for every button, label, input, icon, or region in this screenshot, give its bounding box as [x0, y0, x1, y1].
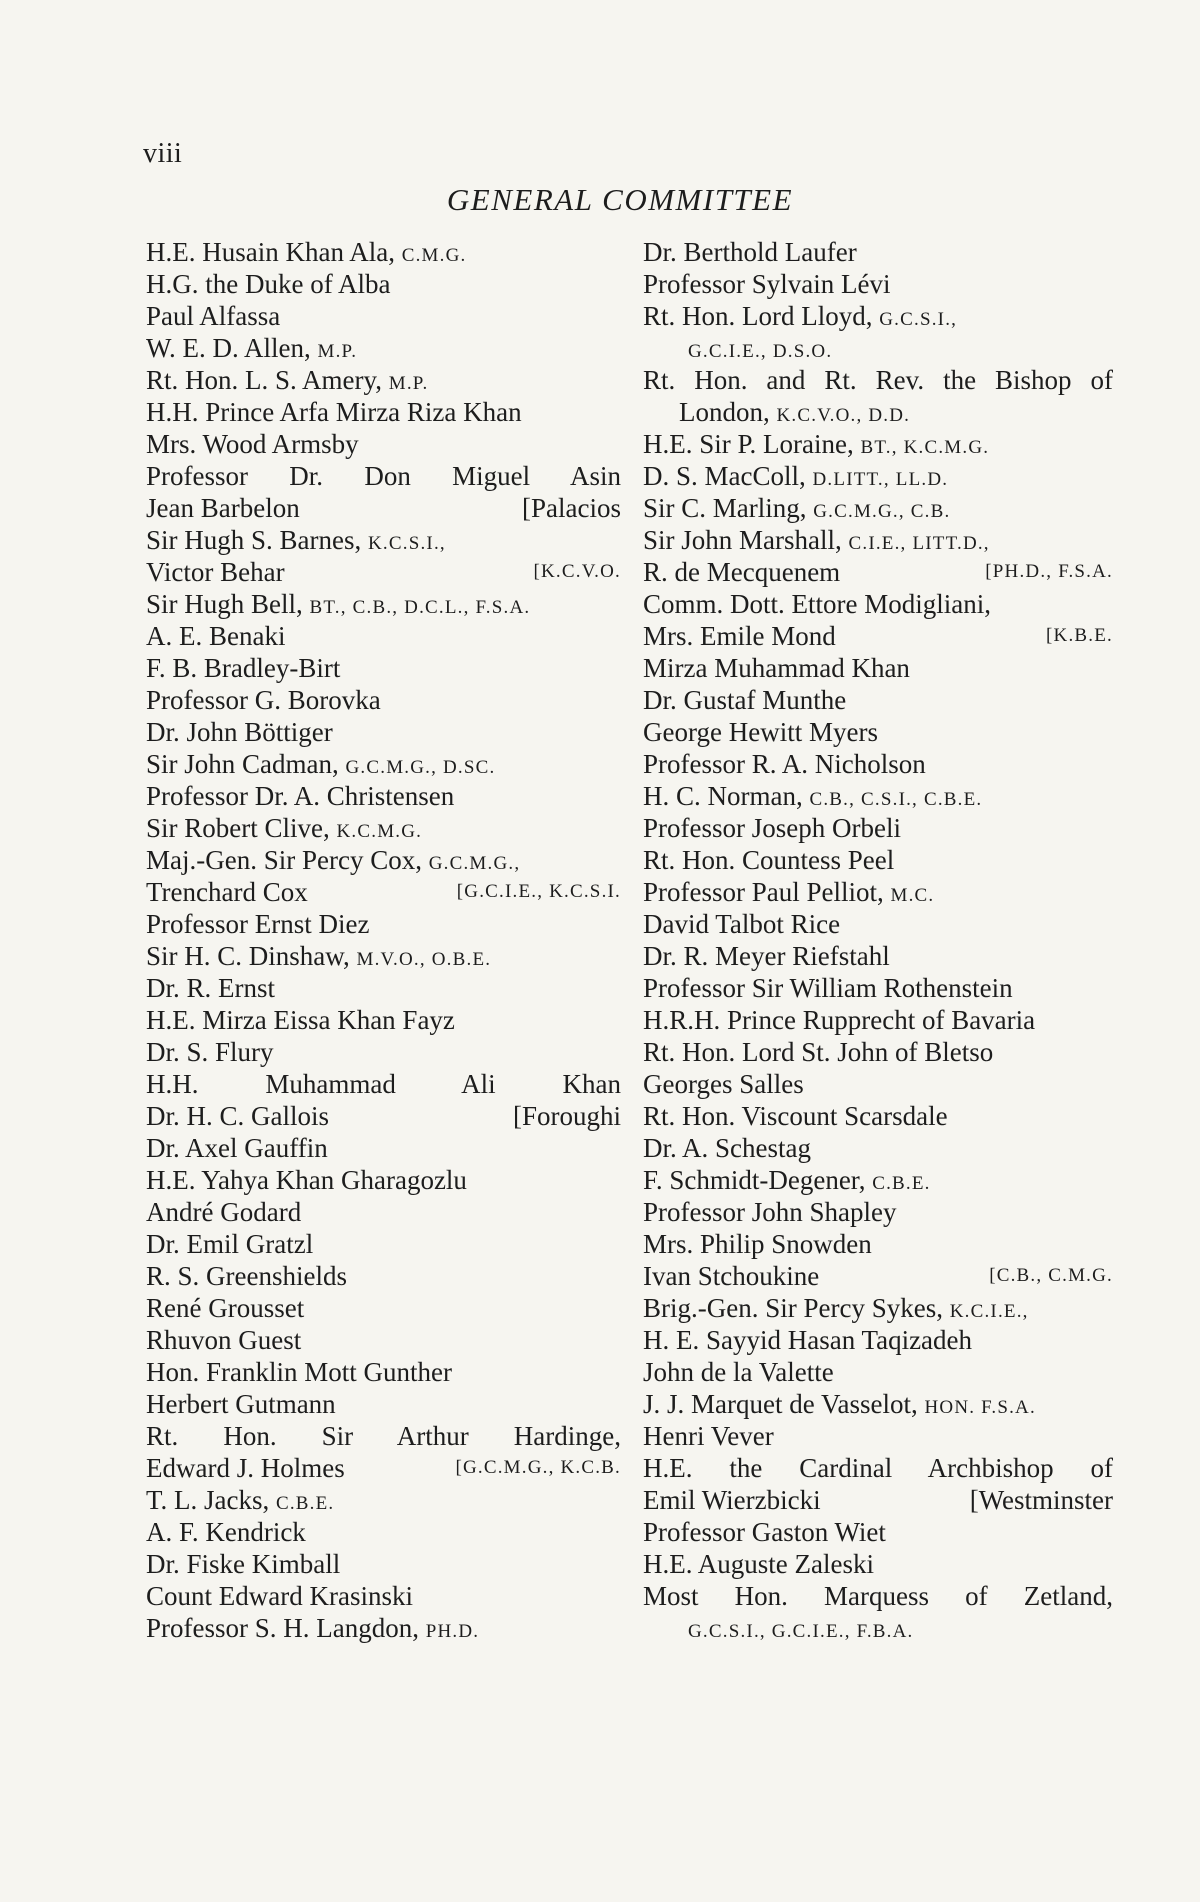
committee-member: [146, 1356, 621, 1388]
member-name: H.H. Prince Arfa Mirza Riza Khan: [146, 397, 522, 427]
member-name: Mirza Muhammad Khan: [643, 653, 910, 683]
member-name: A. E. Benaki: [146, 621, 286, 651]
committee-member: [643, 300, 1113, 332]
member-honours: M.P.: [388, 373, 429, 394]
member-name: Victor Behar: [146, 557, 285, 587]
committee-member: [146, 1548, 621, 1580]
member-name: Professor Ernst Diez: [146, 909, 370, 939]
committee-member: [643, 1516, 1113, 1548]
member-name: Dr. A. Schestag: [643, 1133, 811, 1163]
member-name: T. L. Jacks,: [146, 1485, 276, 1515]
member-name: Sir Hugh Bell,: [146, 589, 310, 619]
member-name: London,: [679, 397, 777, 427]
committee-member: [643, 1036, 1113, 1068]
committee-member: [643, 780, 1113, 812]
committee-member: [146, 1164, 621, 1196]
committee-member: [146, 1292, 621, 1324]
member-name: H.E. the Cardinal Archbishop of: [643, 1453, 1113, 1483]
member-name: Sir John Marshall,: [643, 525, 849, 555]
committee-member: [643, 1004, 1113, 1036]
committee-member: [643, 748, 1113, 780]
member-name: Rt. Hon. Sir Arthur Hardinge,: [146, 1421, 621, 1451]
member-honours: C.B., C.S.I., C.B.E.: [809, 789, 983, 810]
committee-list-right: [643, 236, 1113, 1644]
committee-member: [643, 716, 1113, 748]
member-name: Georges Salles: [643, 1069, 804, 1099]
member-name: Professor Dr. A. Christensen: [146, 781, 455, 811]
member-name: H.H. Muhammad Ali Khan: [146, 1069, 621, 1099]
member-honours: M.V.O., O.B.E.: [356, 949, 492, 970]
member-name: André Godard: [146, 1197, 302, 1227]
committee-member: [146, 588, 621, 620]
committee-member: [146, 1420, 621, 1452]
member-overflow: [PH.D., F.S.A.: [985, 561, 1113, 582]
committee-member: [146, 1484, 621, 1516]
member-name: Professor Joseph Orbeli: [643, 813, 901, 843]
committee-member: [643, 684, 1113, 716]
member-name: Edward J. Holmes: [146, 1453, 345, 1483]
member-name: Mrs. Emile Mond: [643, 621, 836, 651]
committee-member: [146, 812, 621, 844]
member-honours: G.C.S.I.,: [879, 309, 958, 330]
committee-member: [146, 1260, 621, 1292]
committee-member: [146, 1004, 621, 1036]
committee-member: [643, 1196, 1113, 1228]
committee-member: [146, 268, 621, 300]
member-overflow: [G.C.M.G., K.C.B.: [455, 1457, 621, 1478]
member-name: Professor S. H. Langdon,: [146, 1613, 426, 1643]
member-name: R. S. Greenshields: [146, 1261, 347, 1291]
member-name: H. C. Norman,: [643, 781, 810, 811]
member-name: Rt. Hon. Lord St. John of Bletso: [643, 1037, 994, 1067]
member-honours: K.C.V.O., D.D.: [776, 405, 911, 426]
committee-member: [146, 300, 621, 332]
member-name: H.E. Husain Khan Ala,: [146, 237, 402, 267]
member-name: Most Hon. Marquess of Zetland,: [643, 1581, 1113, 1611]
member-name: René Grousset: [146, 1293, 305, 1323]
committee-member: [146, 1324, 621, 1356]
committee-member: [643, 364, 1113, 396]
member-name: Dr. R. Meyer Riefstahl: [643, 941, 890, 971]
member-name: A. F. Kendrick: [146, 1517, 306, 1547]
member-name: Professor Sylvain Lévi: [643, 269, 891, 299]
member-name: Rt. Hon. and Rt. Rev. the Bishop of: [643, 365, 1113, 395]
member-name: Brig.-Gen. Sir Percy Sykes,: [643, 1293, 950, 1323]
member-name: Herbert Gutmann: [146, 1389, 336, 1419]
committee-member: [146, 1516, 621, 1548]
committee-member: [146, 1612, 621, 1644]
committee-member: [146, 460, 621, 492]
committee-member: [643, 460, 1113, 492]
committee-member: [643, 1452, 1113, 1484]
committee-member: [146, 652, 621, 684]
committee-member: [146, 1580, 621, 1612]
member-name: Rt. Hon. Countess Peel: [643, 845, 895, 875]
member-name: H.E. Sir P. Loraine,: [643, 429, 861, 459]
committee-member: [146, 364, 621, 396]
committee-member: [146, 556, 621, 588]
member-name: Jean Barbelon: [146, 493, 300, 523]
committee-member: [146, 620, 621, 652]
member-honours: G.C.M.G., D.SC.: [345, 757, 496, 778]
member-name: R. de Mecquenem: [643, 557, 841, 587]
committee-member: [146, 716, 621, 748]
member-honours: HON. F.S.A.: [924, 1397, 1036, 1418]
member-name: Sir Hugh S. Barnes,: [146, 525, 368, 555]
committee-member: [643, 1420, 1113, 1452]
committee-member: [643, 1068, 1113, 1100]
member-name: David Talbot Rice: [643, 909, 841, 939]
committee-member: [643, 1324, 1113, 1356]
member-name: Sir H. C. Dinshaw,: [146, 941, 357, 971]
committee-member: [643, 876, 1113, 908]
committee-member: [146, 1100, 621, 1132]
committee-member: [643, 1612, 1113, 1644]
member-name: F. Schmidt-Degener,: [643, 1165, 873, 1195]
committee-member: [643, 268, 1113, 300]
member-name: Sir Robert Clive,: [146, 813, 337, 843]
member-name: D. S. MacColl,: [643, 461, 813, 491]
member-honours: PH.D.: [425, 1621, 480, 1642]
member-name: Mrs. Wood Armsby: [146, 429, 359, 459]
member-name: Trenchard Cox: [146, 877, 308, 907]
committee-member: [146, 876, 621, 908]
committee-member: [643, 1548, 1113, 1580]
committee-member: [643, 1260, 1113, 1292]
member-name: Count Edward Krasinski: [146, 1581, 413, 1611]
member-name: Professor Dr. Don Miguel Asin: [146, 461, 621, 491]
committee-member: [146, 844, 621, 876]
member-honours: M.C.: [890, 885, 935, 906]
committee-member: [146, 1196, 621, 1228]
committee-member: [643, 1292, 1113, 1324]
committee-member: [146, 1132, 621, 1164]
member-name: Dr. S. Flury: [146, 1037, 274, 1067]
member-name: H.G. the Duke of Alba: [146, 269, 391, 299]
committee-member: [643, 1388, 1113, 1420]
member-name: H. E. Sayyid Hasan Taqizadeh: [643, 1325, 973, 1355]
committee-member: [146, 1228, 621, 1260]
member-name: Dr. Fiske Kimball: [146, 1549, 341, 1579]
committee-member: [643, 396, 1113, 428]
committee-member: [643, 588, 1113, 620]
member-honours: BT., K.C.M.G.: [860, 437, 990, 458]
member-name: Mrs. Philip Snowden: [643, 1229, 872, 1259]
committee-member: [146, 940, 621, 972]
member-name: Ivan Stchoukine: [643, 1261, 820, 1291]
committee-member: [643, 1228, 1113, 1260]
committee-member: [643, 1100, 1113, 1132]
member-honours: C.M.G.: [401, 245, 467, 266]
member-honours: C.I.E., LITT.D.,: [848, 533, 990, 554]
member-honours: C.B.E.: [275, 1493, 335, 1514]
page-number: viii: [143, 138, 183, 169]
member-name: Henri Vever: [643, 1421, 774, 1451]
committee-member: [146, 428, 621, 460]
committee-member: [643, 1580, 1113, 1612]
member-name: Rt. Hon. L. S. Amery,: [146, 365, 389, 395]
member-name: Professor Sir William Rothenstein: [643, 973, 1013, 1003]
committee-member: [643, 940, 1113, 972]
committee-member: [146, 236, 621, 268]
member-overflow: [G.C.I.E., K.C.S.I.: [456, 881, 621, 902]
member-honours: K.C.I.E.,: [949, 1301, 1029, 1322]
member-overflow: [C.B., C.M.G.: [989, 1265, 1113, 1286]
member-name: John de la Valette: [643, 1357, 834, 1387]
committee-member: [146, 1068, 621, 1100]
committee-member: [643, 652, 1113, 684]
member-honours: K.C.M.G.: [336, 821, 423, 842]
committee-member: [643, 972, 1113, 1004]
member-overflow: [K.C.V.O.: [533, 561, 621, 582]
committee-member: [643, 236, 1113, 268]
committee-member: [146, 908, 621, 940]
committee-member: [643, 844, 1113, 876]
committee-member: [146, 972, 621, 1004]
member-honours: G.C.M.G., C.B.: [813, 501, 951, 522]
member-name: Professor Paul Pelliot,: [643, 877, 891, 907]
member-name: Comm. Dott. Ettore Modigliani,: [643, 589, 991, 619]
member-name: W. E. D. Allen,: [146, 333, 318, 363]
committee-member: [146, 1388, 621, 1420]
member-name: Dr. H. C. Gallois: [146, 1101, 330, 1131]
committee-member: [146, 396, 621, 428]
member-name: Dr. John Böttiger: [146, 717, 333, 747]
member-name: H.E. Yahya Khan Gharagozlu: [146, 1165, 467, 1195]
member-name: Dr. Emil Gratzl: [146, 1229, 314, 1259]
committee-member: [146, 524, 621, 556]
member-name: Dr. Berthold Laufer: [643, 237, 857, 267]
committee-member: [643, 556, 1113, 588]
member-overflow: [Foroughi: [513, 1101, 621, 1131]
member-honours: K.C.S.I.,: [368, 533, 446, 554]
committee-member: [146, 748, 621, 780]
member-overflow: [Palacios: [522, 493, 621, 523]
member-honours: G.C.I.E., D.S.O.: [688, 341, 833, 362]
committee-member: [643, 1356, 1113, 1388]
committee-member: [643, 812, 1113, 844]
member-name: Professor R. A. Nicholson: [643, 749, 926, 779]
committee-member: [643, 428, 1113, 460]
member-name: Rhuvon Guest: [146, 1325, 302, 1355]
member-name: Professor Gaston Wiet: [643, 1517, 886, 1547]
committee-member: [146, 684, 621, 716]
member-name: J. J. Marquet de Vasselot,: [643, 1389, 925, 1419]
committee-member: [146, 332, 621, 364]
committee-member: [643, 1164, 1113, 1196]
member-honours: M.P.: [317, 341, 358, 362]
committee-member: [146, 1036, 621, 1068]
member-name: Rt. Hon. Viscount Scarsdale: [643, 1101, 948, 1131]
committee-member: [643, 524, 1113, 556]
committee-member: [643, 332, 1113, 364]
member-name: Professor John Shapley: [643, 1197, 897, 1227]
member-honours: D.LITT., LL.D.: [812, 469, 949, 490]
member-name: F. B. Bradley-Birt: [146, 653, 341, 683]
member-name: Dr. R. Ernst: [146, 973, 276, 1003]
member-name: H.E. Auguste Zaleski: [643, 1549, 874, 1579]
member-name: Dr. Axel Gauffin: [146, 1133, 328, 1163]
member-name: Dr. Gustaf Munthe: [643, 685, 847, 715]
member-honours: BT., C.B., D.C.L., F.S.A.: [309, 597, 531, 618]
committee-member: [146, 1452, 621, 1484]
member-name: Sir John Cadman,: [146, 749, 346, 779]
page-title: GENERAL COMMITTEE: [446, 182, 794, 217]
committee-list-left: [146, 236, 621, 1644]
committee-member: [643, 1484, 1113, 1516]
member-overflow: [K.B.E.: [1046, 625, 1113, 646]
committee-member: [146, 780, 621, 812]
member-name: Emil Wierzbicki: [643, 1485, 821, 1515]
member-name: H.E. Mirza Eissa Khan Fayz: [146, 1005, 455, 1035]
member-name: Sir C. Marling,: [643, 493, 814, 523]
member-name: Maj.-Gen. Sir Percy Cox,: [146, 845, 429, 875]
member-overflow: [Westminster: [969, 1485, 1113, 1515]
committee-member: [643, 620, 1113, 652]
committee-member: [643, 492, 1113, 524]
member-name: Rt. Hon. Lord Lloyd,: [643, 301, 880, 331]
member-name: H.R.H. Prince Rupprecht of Bavaria: [643, 1005, 1036, 1035]
member-name: Professor G. Borovka: [146, 685, 381, 715]
member-name: George Hewitt Myers: [643, 717, 878, 747]
committee-member: [643, 1132, 1113, 1164]
member-honours: G.C.M.G.,: [428, 853, 521, 874]
member-honours: C.B.E.: [872, 1173, 931, 1194]
committee-member: [643, 908, 1113, 940]
member-honours: G.C.S.I., G.C.I.E., F.B.A.: [688, 1621, 914, 1642]
member-name: Paul Alfassa: [146, 301, 281, 331]
member-name: Hon. Franklin Mott Gunther: [146, 1357, 452, 1387]
committee-member: [146, 492, 621, 524]
